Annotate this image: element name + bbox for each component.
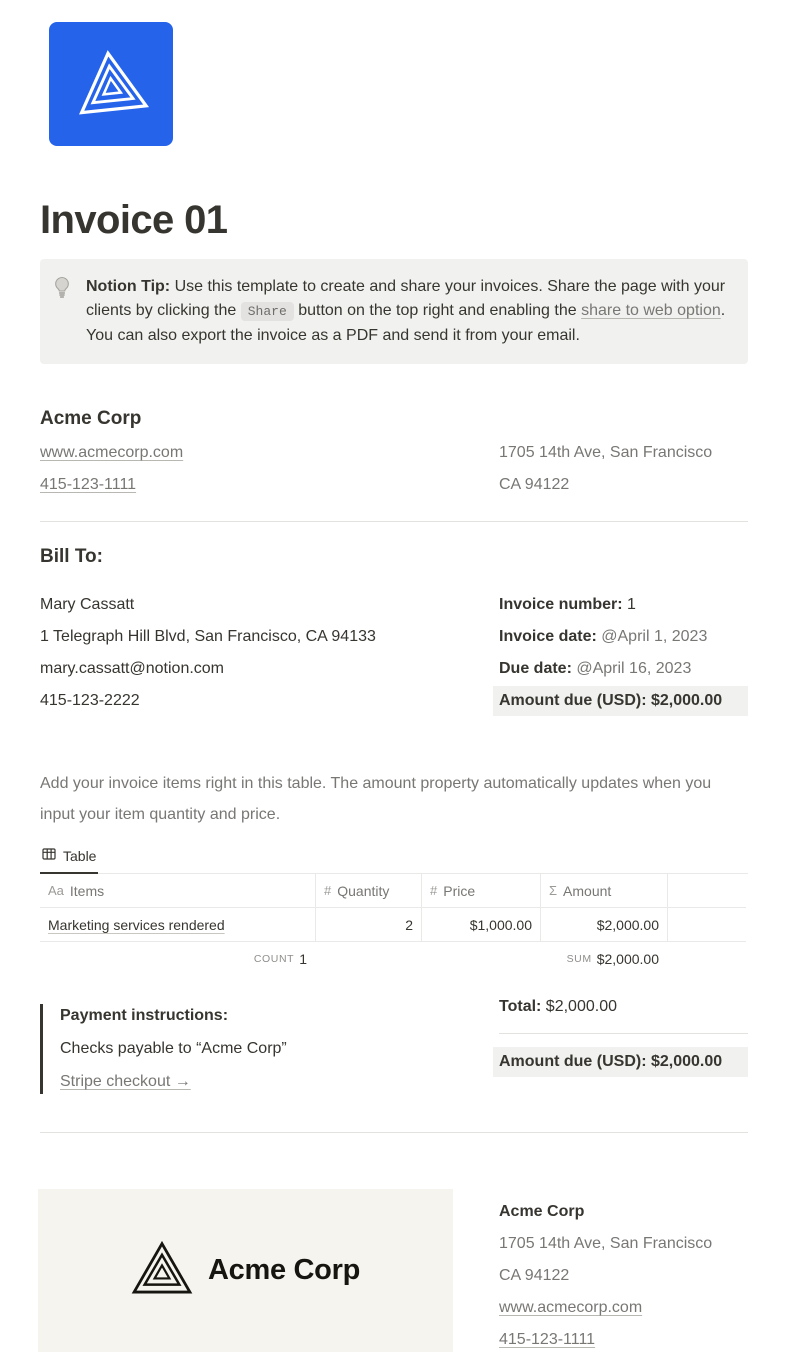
client-email: mary.cassatt@notion.com: [40, 660, 225, 677]
footer-section: [40, 1189, 748, 1352]
column-header-empty[interactable]: [667, 874, 746, 908]
footer-website-link[interactable]: www.acmecorp.com: [499, 1299, 643, 1316]
table-header-row: [40, 874, 748, 908]
sum-value: $2,000.00: [596, 950, 659, 967]
table-view-tab-label: Table: [63, 847, 97, 864]
divider: [40, 1132, 748, 1133]
company-address-line1: 1705 14th Ave, San Francisco: [499, 444, 713, 461]
cell-items[interactable]: [40, 908, 315, 942]
payment-instructions-quote: [40, 1004, 499, 1094]
company-name-heading: Acme Corp: [40, 408, 142, 429]
column-header-price[interactable]: [421, 874, 540, 908]
footer-phone-link[interactable]: 415-123-1111: [499, 1331, 596, 1348]
company-section: [40, 408, 746, 497]
count-calc[interactable]: [40, 942, 315, 975]
company-phone-link[interactable]: 415-123-1111: [40, 476, 137, 493]
cell-quantity[interactable]: 2: [315, 908, 421, 942]
due-date-mention[interactable]: @April 16, 2023: [576, 660, 692, 677]
formula-property-icon: Σ: [549, 883, 558, 898]
calc-empty-1: [315, 942, 421, 975]
stripe-checkout-link[interactable]: Stripe checkout →: [60, 1073, 191, 1090]
item-title: Marketing services rendered: [48, 916, 225, 933]
column-label-amount: Amount: [563, 882, 612, 899]
client-address: 1 Telegraph Hill Blvd, San Francisco, CA 94133: [40, 628, 376, 645]
share-to-web-link[interactable]: share to web option: [581, 302, 721, 319]
column-header-quantity[interactable]: [315, 874, 421, 908]
cell-amount[interactable]: $2,000.00: [540, 908, 667, 942]
due-date-label: Due date:: [499, 660, 572, 677]
footer-address-line2: CA 94122: [499, 1267, 570, 1284]
invoice-items-table: [40, 844, 748, 975]
number-property-icon: #: [324, 883, 332, 898]
footer-address-line1: 1705 14th Ave, San Francisco: [499, 1235, 713, 1252]
view-tab-bar: [40, 844, 748, 874]
column-label-quantity: Quantity: [337, 882, 390, 899]
company-website-link[interactable]: www.acmecorp.com: [40, 444, 184, 461]
count-value: 1: [299, 950, 307, 967]
cell-empty[interactable]: [667, 908, 746, 942]
total-label: Total:: [499, 998, 542, 1015]
divider: [40, 521, 748, 522]
bill-to-section: [40, 546, 746, 716]
footer-company-name: Acme Corp: [499, 1203, 585, 1220]
table-calc-row: [40, 942, 748, 975]
client-name: Mary Cassatt: [40, 596, 135, 613]
tip-bold-label: Notion Tip:: [86, 278, 171, 295]
client-phone: 415-123-2222: [40, 692, 140, 709]
invoice-date-label: Invoice date:: [499, 628, 597, 645]
bill-to-heading: Bill To:: [40, 546, 103, 567]
calc-empty-2: [421, 942, 540, 975]
total-value: $2,000.00: [541, 998, 617, 1015]
sum-label: SUM: [566, 952, 592, 965]
notion-tip-callout: [40, 259, 748, 364]
company-address-line2: CA 94122: [499, 476, 570, 493]
footer-logo-image: [38, 1189, 453, 1352]
table-icon: [42, 847, 56, 864]
payment-heading: Payment instructions:: [60, 1007, 229, 1024]
table-row: [40, 908, 748, 942]
amount-due-highlight: Amount due (USD): $2,000.00: [493, 686, 748, 716]
calc-empty-3: [667, 942, 746, 975]
penrose-triangle-icon: [75, 49, 147, 120]
invoice-date-mention[interactable]: @April 1, 2023: [601, 628, 708, 645]
amount-due-highlight-bottom: Amount due (USD): $2,000.00: [493, 1047, 748, 1077]
footer-company-info: [499, 1189, 712, 1352]
column-label-items: Items: [69, 882, 105, 899]
lightbulb-icon: [52, 275, 74, 348]
column-header-amount[interactable]: [540, 874, 667, 908]
invoice-number-value: 1: [627, 596, 636, 613]
tip-text-1: Use this template to create and share your invoices. Share the page with your clients by clicking the: [86, 278, 726, 319]
items-intro-text: Add your invoice items right in this table. The amount property automatically updates when you input your item quantity and price.: [40, 775, 712, 823]
payment-line1: Checks payable to “Acme Corp”: [60, 1040, 287, 1057]
page-icon[interactable]: [49, 22, 173, 146]
penrose-triangle-icon: [131, 1240, 193, 1302]
totals-divider: [499, 1033, 748, 1034]
page-title: Invoice 01: [40, 198, 228, 242]
footer-logo-wordmark: Acme Corp: [208, 1254, 360, 1286]
title-property-icon: Aa: [48, 883, 64, 898]
table-view-tab[interactable]: [40, 844, 98, 874]
tip-text-3: . You can also export the invoice as a PDF and send it from your email.: [86, 302, 726, 344]
tip-text: [86, 275, 732, 348]
sum-calc[interactable]: [540, 942, 667, 975]
tip-text-2: button on the top right and enabling the: [293, 302, 582, 319]
number-property-icon: #: [430, 883, 438, 898]
count-label: COUNT: [253, 952, 295, 965]
invoice-number-label: Invoice number:: [499, 596, 623, 613]
cell-price[interactable]: $1,000.00: [421, 908, 540, 942]
share-button-chip: Share: [241, 302, 294, 321]
payment-totals-section: [40, 995, 748, 1094]
column-header-items[interactable]: [40, 874, 315, 908]
column-label-price: Price: [443, 882, 476, 899]
